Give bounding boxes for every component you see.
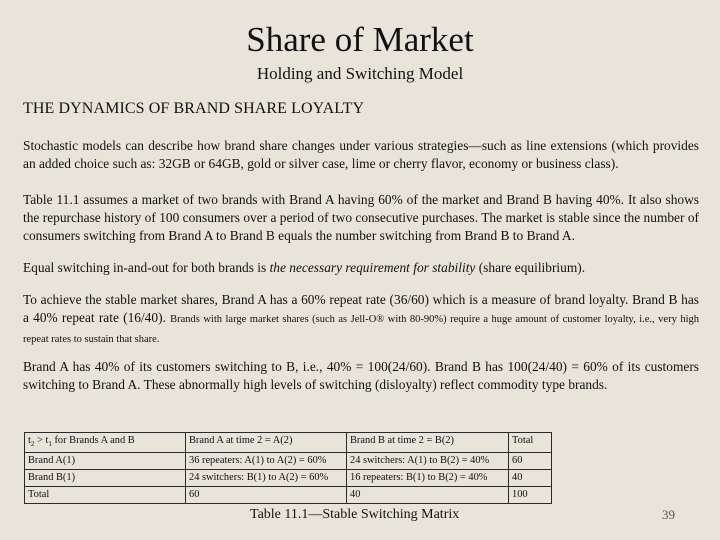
text-fragment: (share equilibrium). [475, 260, 586, 275]
switching-matrix-table [24, 432, 552, 504]
text-fragment: To achieve the stable market shares, Brand A has a 60% repeat rate (36/60) which is a measure of brand loyalty. Brand B has a 40% repeat rate (16/40). [23, 292, 699, 325]
table-caption: Table 11.1—Stable Switching Matrix [250, 507, 460, 522]
table-cell: 100 [509, 487, 552, 504]
subscript: 1 [48, 440, 52, 449]
paragraph-equal-switching [23, 259, 699, 277]
table-cell: 24 switchers: B(1) to A(2) = 60% [186, 470, 347, 487]
paragraph-table-assumption: Table 11.1 assumes a market of two brands with Brand A having 60% of the market and Brand B having 40%. It also shows the repurchase history of 100 consumers over a period of two consecutive purchases. The market is stable since the number of consumers switching from Brand A to Brand B equals the number switching from Brand B to Brand A. [23, 192, 699, 243]
slide-subtitle: Holding and Switching Model [256, 64, 464, 83]
emphasis-text: the necessary requirement for stability [269, 260, 476, 275]
subscript: 2 [30, 440, 35, 449]
paragraph-repeat-rate [23, 291, 699, 349]
table-cell: 60 [509, 453, 552, 470]
paragraph-switching-levels: Brand A has 40% of its customers switching to B, i.e., 40% = 100(24/60). Brand B has 100(24/40) = 60% of its customers switching to Brand A. These abnormally high levels of switching (disloyalty) reflect commodity type brands. [23, 359, 699, 392]
header-text: for Brands A and B [51, 435, 135, 446]
table-header-cell: Brand B at time 2 = B(2) [347, 433, 509, 453]
small-note-text: Brands with large market shares (such as Jell-O® with 80-90%) require a huge amount of customer loyalty, i.e., very high repeat rates to sustain that share. [23, 314, 699, 345]
t-symbol: t [45, 435, 49, 446]
table-cell: Brand B(1) [25, 470, 186, 487]
table-cell: 40 [509, 470, 552, 487]
table-header-row [25, 433, 552, 453]
text-fragment: Equal switching in-and-out for both brands is [23, 260, 270, 275]
table-header-cell [25, 433, 186, 453]
table-cell: Brand A(1) [25, 453, 186, 470]
slide-title: Share of Market [246, 20, 474, 59]
table-cell: 40 [347, 487, 509, 504]
table-header-cell: Total [509, 433, 552, 453]
table-cell: 24 switchers: A(1) to B(2) = 40% [347, 453, 509, 470]
t-symbol: t [28, 435, 31, 446]
table-row [25, 470, 552, 487]
table-cell: 60 [186, 487, 347, 504]
table-cell: Total [25, 487, 186, 504]
table-header-cell: Brand A at time 2 = A(2) [186, 433, 347, 453]
table-cell: 36 repeaters: A(1) to A(2) = 60% [186, 453, 347, 470]
page-number: 39 [662, 507, 675, 522]
section-heading: THE DYNAMICS OF BRAND SHARE LOYALTY [23, 100, 365, 117]
table-row [25, 453, 552, 470]
paragraph-stochastic-models: Stochastic models can describe how brand share changes under various strategies—such as line extensions (which provides an added choice such as: 32GB or 64GB, gold or silver case, lime or cherry flavor, economy or business class). [23, 138, 699, 171]
table-cell: 16 repeaters: B(1) to B(2) = 40% [347, 470, 509, 487]
table-row [25, 487, 552, 504]
gt-symbol: > [34, 435, 46, 446]
